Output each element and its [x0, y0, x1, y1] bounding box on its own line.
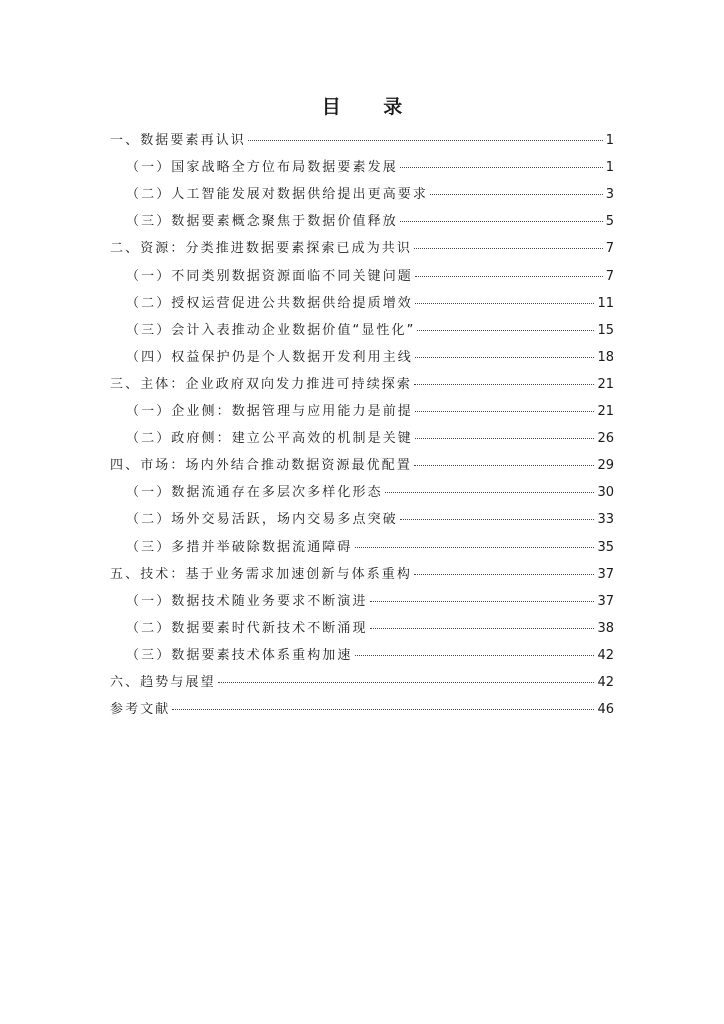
- toc-entry-page-number: 21: [597, 376, 614, 392]
- toc-entry[interactable]: [110, 240, 614, 258]
- toc-entry-text: （二）授权运营促进公共数据供给提质增效: [126, 295, 413, 311]
- toc-entry-page-number: 7: [605, 268, 614, 284]
- toc-entry-text: 四、市场：场内外结合推动数据资源最优配置: [110, 458, 413, 474]
- dot-leader: [400, 518, 595, 520]
- toc-entry[interactable]: [110, 566, 614, 584]
- toc-entry-page-number: 11: [597, 295, 614, 311]
- toc-entry-page-number: 37: [597, 593, 614, 609]
- dot-leader: [370, 627, 595, 629]
- toc-entry-text: （三）数据要素概念聚焦于数据价值释放: [126, 214, 398, 230]
- dot-leader: [414, 247, 603, 249]
- toc-entry-text: 二、资源：分类推进数据要素探索已成为共识: [110, 241, 413, 257]
- toc-entry-page-number: 21: [597, 404, 614, 419]
- dot-leader: [415, 302, 595, 304]
- toc-entry-page-number: 15: [597, 322, 614, 338]
- toc-entry-text: （二）场外交易活跃，场内交易多点突破: [126, 512, 398, 528]
- toc-entry[interactable]: [126, 295, 614, 313]
- toc-entry-text: （一）国家战略全方位布局数据要素发展: [126, 160, 398, 176]
- dot-leader: [415, 356, 595, 358]
- toc-entry-page-number: 1: [605, 160, 614, 176]
- dot-leader: [370, 600, 595, 602]
- dot-leader: [355, 546, 595, 548]
- dot-leader: [218, 681, 595, 683]
- dot-leader: [400, 220, 603, 222]
- toc-entry[interactable]: [126, 430, 614, 448]
- toc-entry[interactable]: [126, 593, 614, 611]
- toc-entry[interactable]: [110, 457, 614, 475]
- toc-entry-page-number: 30: [597, 485, 614, 501]
- toc-entry-page-number: 3: [605, 187, 614, 203]
- dot-leader: [415, 275, 603, 277]
- dot-leader: [385, 491, 595, 493]
- toc-entry[interactable]: [126, 186, 614, 204]
- toc-entry-text: 六、趋势与展望: [110, 675, 216, 690]
- toc-entry[interactable]: [110, 376, 614, 394]
- toc-entry-page-number: 7: [605, 241, 614, 257]
- toc-entry-text: （三）多措并举破除数据流通障碍: [126, 539, 353, 555]
- toc-entry[interactable]: [126, 511, 614, 529]
- dot-leader: [355, 654, 595, 656]
- toc-entry-text: （二）人工智能发展对数据供给提出更高要求: [126, 187, 429, 203]
- toc-entry-text: （三）数据要素技术体系重构加速: [126, 647, 353, 663]
- toc-entry-text: （三）会计入表推动企业数据价值“显性化”: [126, 322, 416, 338]
- toc-entry[interactable]: [126, 268, 614, 286]
- toc-entry[interactable]: [110, 701, 614, 719]
- toc-entry-text: （一）数据技术随业务要求不断演进: [126, 593, 368, 609]
- toc-entry-text: （二）数据要素时代新技术不断涌现: [126, 620, 368, 636]
- toc-entry-page-number: 46: [597, 702, 614, 718]
- dot-leader: [415, 410, 595, 412]
- toc-entry[interactable]: [126, 213, 614, 231]
- toc-entry[interactable]: [110, 132, 614, 150]
- toc-entry[interactable]: [126, 620, 614, 638]
- toc-entry[interactable]: [126, 484, 614, 502]
- dot-leader: [417, 329, 594, 331]
- toc-entry[interactable]: [126, 539, 614, 557]
- toc-entry-text: （一）不同类别数据资源面临不同关键问题: [126, 268, 413, 284]
- toc-title: 目 录: [321, 96, 421, 118]
- toc-entry[interactable]: [126, 349, 614, 367]
- toc-entry[interactable]: [110, 674, 614, 692]
- dot-leader: [414, 573, 594, 575]
- toc-entry-page-number: 29: [597, 458, 614, 474]
- toc-entry[interactable]: [126, 403, 614, 421]
- toc-entry-text: 一、数据要素再认识: [110, 133, 246, 148]
- dot-leader: [415, 437, 595, 439]
- toc-entry-page-number: 5: [605, 214, 614, 230]
- toc-entry-page-number: 18: [597, 349, 614, 365]
- toc-entry-page-number: 33: [597, 512, 614, 528]
- toc-entry-page-number: 26: [597, 431, 614, 447]
- toc-entry-text: 三、主体：企业政府双向发力推进可持续探索: [110, 376, 413, 392]
- toc-entry-text: （二）政府侧：建立公平高效的机制是关键: [126, 431, 413, 447]
- toc-entry-text: （四）权益保护仍是个人数据开发利用主线: [126, 349, 413, 365]
- toc-entry-page-number: 42: [597, 647, 614, 663]
- dot-leader: [400, 166, 603, 168]
- toc-entry-text: 五、技术：基于业务需求加速创新与体系重构: [110, 566, 413, 582]
- toc-entry-page-number: 1: [605, 133, 614, 148]
- toc-entry-page-number: 35: [597, 539, 614, 555]
- toc-entry[interactable]: [126, 322, 614, 340]
- toc-entry-text: （一）企业侧：数据管理与应用能力是前提: [126, 404, 413, 419]
- toc-entry[interactable]: [126, 647, 614, 665]
- dot-leader: [248, 139, 603, 141]
- dot-leader: [172, 708, 594, 710]
- toc-entry-page-number: 42: [597, 675, 614, 690]
- dot-leader: [414, 383, 594, 385]
- toc-entry-text: 参考文献: [110, 702, 171, 718]
- toc-entry-page-number: 37: [597, 566, 614, 582]
- toc-entry-text: （一）数据流通存在多层次多样化形态: [126, 485, 383, 501]
- toc-entry-page-number: 38: [597, 620, 614, 636]
- toc-entry[interactable]: [126, 159, 614, 177]
- dot-leader: [430, 193, 603, 195]
- dot-leader: [414, 464, 594, 466]
